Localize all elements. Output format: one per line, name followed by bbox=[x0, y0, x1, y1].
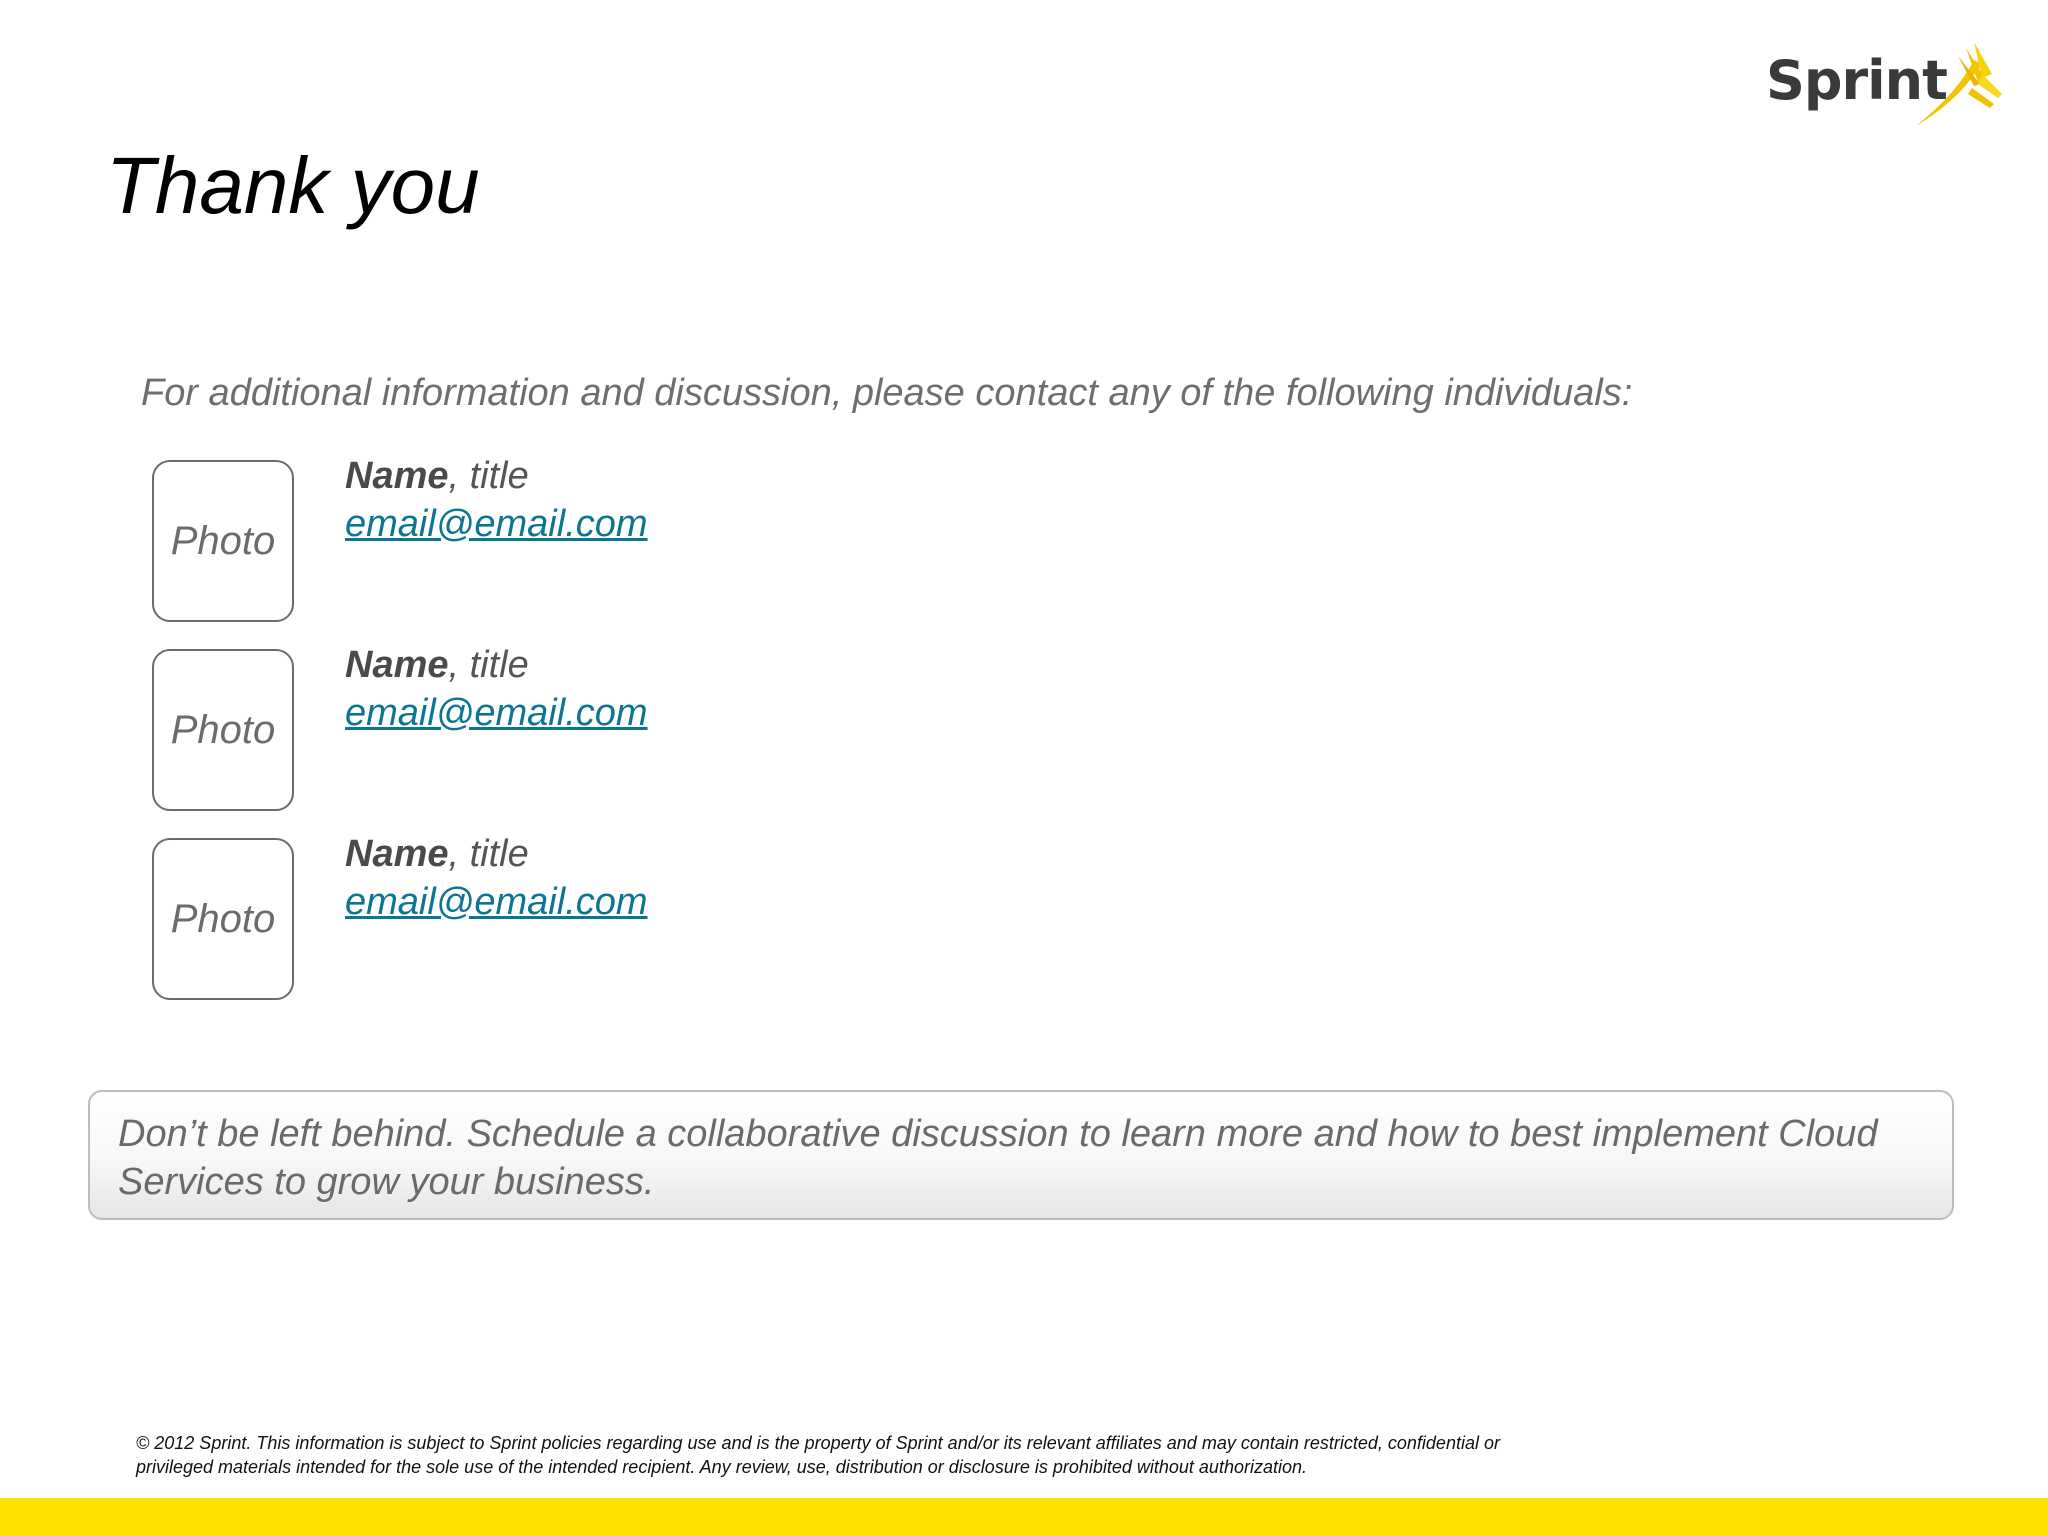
photo-placeholder: Photo bbox=[152, 460, 294, 622]
sprint-wing-icon bbox=[1912, 34, 2002, 130]
call-to-action-text: Don’t be left behind. Schedule a collaborative discussion to learn more and how to best implement Cloud Services to grow your business. bbox=[118, 1113, 1878, 1203]
contact-email-line bbox=[345, 691, 648, 737]
contact-name: Name bbox=[345, 833, 449, 875]
legal-disclaimer: © 2012 Sprint. This information is subject to Sprint policies regarding use and is the property of Sprint and/or its relevant affiliates and may contain restricted, confidential or privileged materials intended for the sole use of the intended recipient. Any review, use, distribution or disclosure is prohibited without authorization. bbox=[136, 1433, 1500, 1477]
contact-name-line bbox=[345, 832, 529, 878]
contact-title: , title bbox=[448, 833, 529, 875]
contact-card bbox=[152, 833, 1052, 1004]
photo-placeholder: Photo bbox=[152, 649, 294, 811]
call-to-action-box bbox=[88, 1090, 1954, 1220]
contact-card bbox=[152, 455, 1052, 626]
logo-wordmark: Sprint bbox=[1766, 49, 1947, 112]
contact-title: , title bbox=[448, 644, 529, 686]
contact-email-link[interactable]: email@email.com bbox=[345, 503, 648, 545]
contact-name: Name bbox=[345, 455, 449, 497]
contact-email-line bbox=[345, 502, 648, 548]
contact-card bbox=[152, 644, 1052, 815]
brand-footer-bar bbox=[0, 1498, 2048, 1536]
contact-name-line bbox=[345, 643, 529, 689]
contact-email-link[interactable]: email@email.com bbox=[345, 881, 648, 923]
sprint-logo bbox=[1766, 34, 2002, 130]
contact-email-link[interactable]: email@email.com bbox=[345, 692, 648, 734]
photo-placeholder: Photo bbox=[152, 838, 294, 1000]
contact-name-line bbox=[345, 454, 529, 500]
contact-name: Name bbox=[345, 644, 449, 686]
contact-intro-text: For additional information and discussion, please contact any of the following individuals: bbox=[141, 372, 1633, 414]
contact-title: , title bbox=[448, 455, 529, 497]
slide-title: Thank you bbox=[106, 141, 480, 230]
contact-email-line bbox=[345, 880, 648, 926]
